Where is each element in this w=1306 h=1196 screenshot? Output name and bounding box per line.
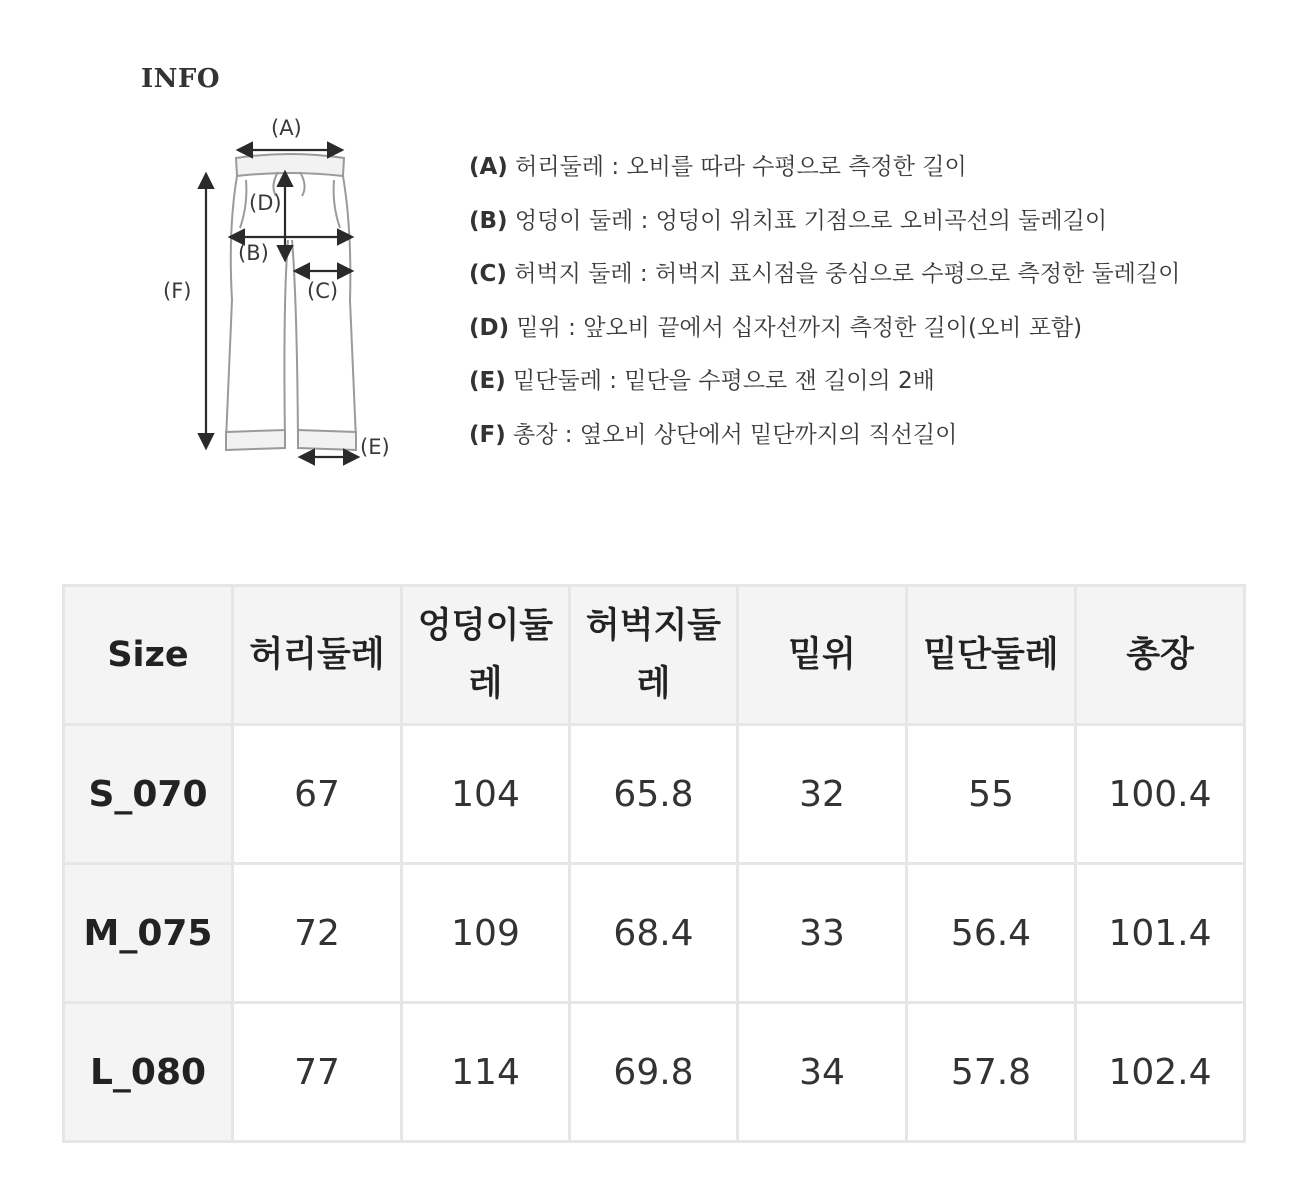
legend-text: 총장 : 옆오비 상단에서 밑단까지의 직선길이 [505,421,958,448]
header-size: Size [64,586,233,725]
table-row [64,864,1245,1003]
legend-text: 밑단둘레 : 밑단을 수평으로 잰 길이의 2배 [505,368,935,395]
table-cell: 102.4 [1076,1003,1245,1142]
label-d: (D) [249,191,282,215]
legend-key: (F) [469,421,506,448]
header-hip: 엉덩이둘레 [402,586,570,725]
label-a: (A) [271,116,302,140]
legend-text: 밑위 : 앞오비 끝에서 십자선까지 측정한 길이(오비 포함) [509,314,1083,341]
header-hem: 밑단둘레 [907,586,1076,725]
table-row [64,725,1245,864]
legend-key: (E) [469,368,506,395]
size-table [62,584,1246,1143]
info-title: INFO [141,64,221,94]
table-cell: 55 [907,725,1076,864]
label-e: (E) [360,435,390,459]
label-f: (F) [163,279,192,303]
measurement-legend [469,148,1289,470]
label-c: (C) [307,279,339,303]
table-cell: 109 [402,864,570,1003]
legend-key: (A) [469,154,508,180]
legend-key: (D) [469,314,510,341]
header-waist: 허리둘레 [233,586,402,725]
legend-item-c [469,255,1289,309]
legend-item-b [469,202,1289,256]
table-cell: 69.8 [570,1003,738,1142]
legend-item-d [469,309,1289,363]
size-cell: M_075 [64,864,233,1003]
label-b: (B) [238,241,269,265]
table-header-row [64,586,1245,725]
table-cell: 33 [738,864,907,1003]
legend-text: 엉덩이 둘레 : 엉덩이 위치표 기점으로 오비곡선의 둘레길이 [507,207,1108,234]
table-cell: 104 [402,725,570,864]
table-cell: 34 [738,1003,907,1142]
table-row [64,1003,1245,1142]
legend-text: 허벅지 둘레 : 허벅지 표시점을 중심으로 수평으로 측정한 둘레길이 [506,261,1181,288]
legend-key: (B) [469,207,508,234]
header-length: 총장 [1076,586,1245,725]
header-thigh: 허벅지둘레 [570,586,738,725]
table-cell: 77 [233,1003,402,1142]
table-cell: 67 [233,725,402,864]
table-cell: 72 [233,864,402,1003]
size-cell: S_070 [64,725,233,864]
size-cell: L_080 [64,1003,233,1142]
table-cell: 32 [738,725,907,864]
table-cell: 101.4 [1076,864,1245,1003]
table-cell: 114 [402,1003,570,1142]
legend-key: (C) [469,261,507,288]
table-cell: 56.4 [907,864,1076,1003]
table-cell: 68.4 [570,864,738,1003]
legend-item-a [469,148,1289,202]
legend-item-f [469,416,1289,470]
pants-measurement-diagram [0,0,460,480]
pants-illustration [0,0,460,480]
legend-text: 허리둘레 : 오비를 따라 수평으로 측정한 길이 [507,154,967,180]
legend-item-e [469,362,1289,416]
header-rise: 밑위 [738,586,907,725]
table-cell: 57.8 [907,1003,1076,1142]
table-cell: 65.8 [570,725,738,864]
table-cell: 100.4 [1076,725,1245,864]
